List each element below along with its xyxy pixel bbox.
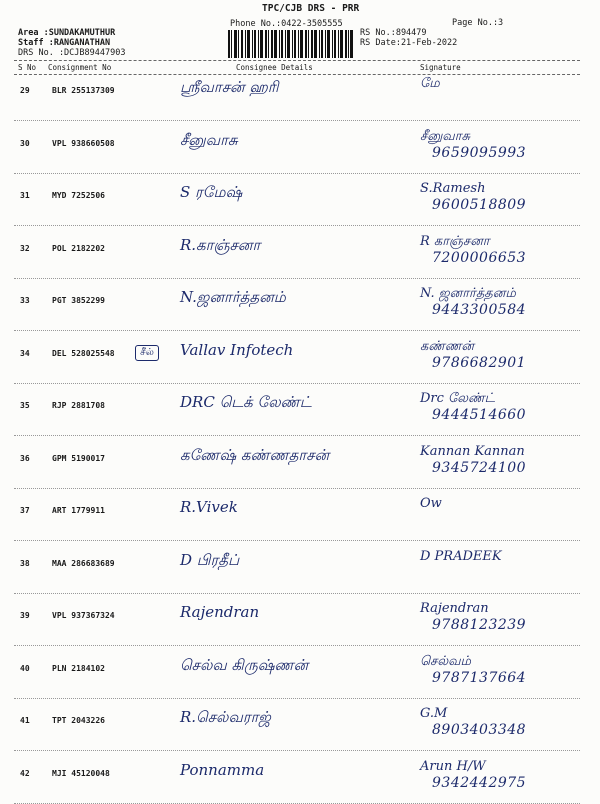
row-serial-number: 32 <box>20 244 30 253</box>
row-serial-number: 30 <box>20 139 30 148</box>
row-signature-handwritten: Ow <box>420 496 442 511</box>
row-signature-handwritten: Rajendran <box>420 601 489 616</box>
column-signature: Signature <box>420 63 461 72</box>
row-divider <box>14 383 580 384</box>
row-consignment-number: ART 1779911 <box>52 506 105 515</box>
row-consignment-number: RJP 2881708 <box>52 401 105 410</box>
row-divider <box>14 173 580 174</box>
row-signature-phone: 9788123239 <box>432 617 527 633</box>
row-signature-handwritten: மே <box>420 76 440 91</box>
row-consignee-name-handwritten: R.காஞ்சனா <box>180 236 261 254</box>
drs-number: DRS No. :DCJB89447903 <box>18 48 126 58</box>
row-signature-phone: 8903403348 <box>432 722 527 738</box>
row-signature-phone: 7200006653 <box>432 250 527 266</box>
row-signature-handwritten: R காஞ்சனா <box>420 234 490 249</box>
row-serial-number: 40 <box>20 664 30 673</box>
row-consignee-name-handwritten: Rajendran <box>180 603 260 621</box>
column-consignee-details: Consignee Details <box>236 63 313 72</box>
row-consignee-name-handwritten: Vallav Infotech <box>180 341 294 359</box>
row-divider <box>14 698 580 699</box>
area-label: Area :SUNDAKAMUTHUR <box>18 28 116 38</box>
row-consignment-number: TPT 2043226 <box>52 716 105 725</box>
row-signature-phone: 9786682901 <box>432 355 527 371</box>
row-serial-number: 31 <box>20 191 30 200</box>
row-signature-handwritten: Arun H/W <box>420 759 486 774</box>
row-signature-handwritten: கண்ணன் <box>420 339 475 354</box>
row-serial-number: 38 <box>20 559 30 568</box>
row-consignment-number: PLN 2184102 <box>52 664 105 673</box>
row-signature-handwritten: N. ஜனார்த்தனம் <box>420 286 516 301</box>
row-consignment-number: VPL 938660508 <box>52 139 115 148</box>
row-signature-phone: 9345724100 <box>432 460 527 476</box>
row-consignment-number: GPM 5190017 <box>52 454 105 463</box>
barcode-image <box>228 30 353 58</box>
row-consignee-name-handwritten: R.Vivek <box>180 498 238 516</box>
row-consignee-name-handwritten: D பிரதீப் <box>180 551 240 569</box>
column-consignment: Consignment No <box>48 63 112 72</box>
row-divider <box>14 593 580 594</box>
row-serial-number: 37 <box>20 506 30 515</box>
page-number: Page No.:3 <box>452 18 504 28</box>
row-divider <box>14 330 580 331</box>
report-title: TPC/CJB DRS - PRR <box>262 3 360 14</box>
row-divider <box>14 278 580 279</box>
header-divider-top <box>14 60 580 61</box>
row-divider <box>14 120 580 121</box>
row-signature-handwritten: D PRADEEK <box>420 549 502 564</box>
rs-date: RS Date:21-Feb-2022 <box>360 38 458 48</box>
row-signature-handwritten: S.Ramesh <box>420 181 486 196</box>
row-consignment-number: DEL 528025548 <box>52 349 115 358</box>
row-serial-number: 35 <box>20 401 30 410</box>
row-signature-phone: 9444514660 <box>432 407 527 423</box>
row-divider <box>14 750 580 751</box>
row-consignment-number: BLR 255137309 <box>52 86 115 95</box>
row-consignment-number: PGT 3852299 <box>52 296 105 305</box>
row-divider <box>14 488 580 489</box>
header-divider-bottom <box>14 74 580 75</box>
row-serial-number: 39 <box>20 611 30 620</box>
row-consignee-name-handwritten: சீனுவாசு <box>180 131 238 149</box>
row-serial-number: 29 <box>20 86 30 95</box>
row-consignee-name-handwritten: N.ஜனார்த்தனம் <box>180 288 286 306</box>
row-consignment-number: MJI 45120048 <box>52 769 110 778</box>
row-consignee-name-handwritten: கணேஷ் கண்ணதாசன் <box>180 446 330 464</box>
row-signature-handwritten: G.M <box>420 706 448 721</box>
row-signature-phone: 9659095993 <box>432 145 527 161</box>
row-serial-number: 33 <box>20 296 30 305</box>
row-consignee-name-handwritten: R.செல்வராஜ் <box>180 708 271 726</box>
row-signature-handwritten: சீனுவாசு <box>420 129 470 144</box>
row-consignee-name-handwritten: DRC டெக் லேண்ட் <box>180 393 312 411</box>
rs-number: RS No.:894479 <box>360 28 427 38</box>
row-signature-handwritten: செல்வம் <box>420 654 472 669</box>
row-consignment-number: POL 2182202 <box>52 244 105 253</box>
row-divider <box>14 435 580 436</box>
row-divider <box>14 645 580 646</box>
row-consignment-number: VPL 937367324 <box>52 611 115 620</box>
row-serial-number: 34 <box>20 349 30 358</box>
row-divider <box>14 540 580 541</box>
column-sno: S No <box>18 63 37 72</box>
row-stamp-mark: சீல் <box>135 345 159 361</box>
row-signature-phone: 9787137664 <box>432 670 527 686</box>
row-consignee-name-handwritten: Ponnamma <box>180 761 265 779</box>
row-serial-number: 42 <box>20 769 30 778</box>
row-consignee-name-handwritten: S ரமேஷ் <box>180 183 243 201</box>
phone-number: Phone No.:0422-3505555 <box>230 19 343 29</box>
row-divider <box>14 225 580 226</box>
row-serial-number: 41 <box>20 716 30 725</box>
row-signature-phone: 9600518809 <box>432 197 527 213</box>
row-consignee-name-handwritten: ஸ்ரீவாசன் ஹரி <box>180 78 279 96</box>
row-consignment-number: MYD 7252506 <box>52 191 105 200</box>
row-consignment-number: MAA 286683689 <box>52 559 115 568</box>
row-signature-phone: 9443300584 <box>432 302 527 318</box>
row-signature-phone: 9342442975 <box>432 775 527 791</box>
staff-label: Staff :RANGANATHAN <box>18 38 111 48</box>
row-signature-handwritten: Kannan Kannan <box>420 444 525 459</box>
row-consignee-name-handwritten: செல்வ கிருஷ்ணன் <box>180 656 309 674</box>
row-serial-number: 36 <box>20 454 30 463</box>
row-signature-handwritten: Drc லேண்ட் <box>420 391 495 406</box>
